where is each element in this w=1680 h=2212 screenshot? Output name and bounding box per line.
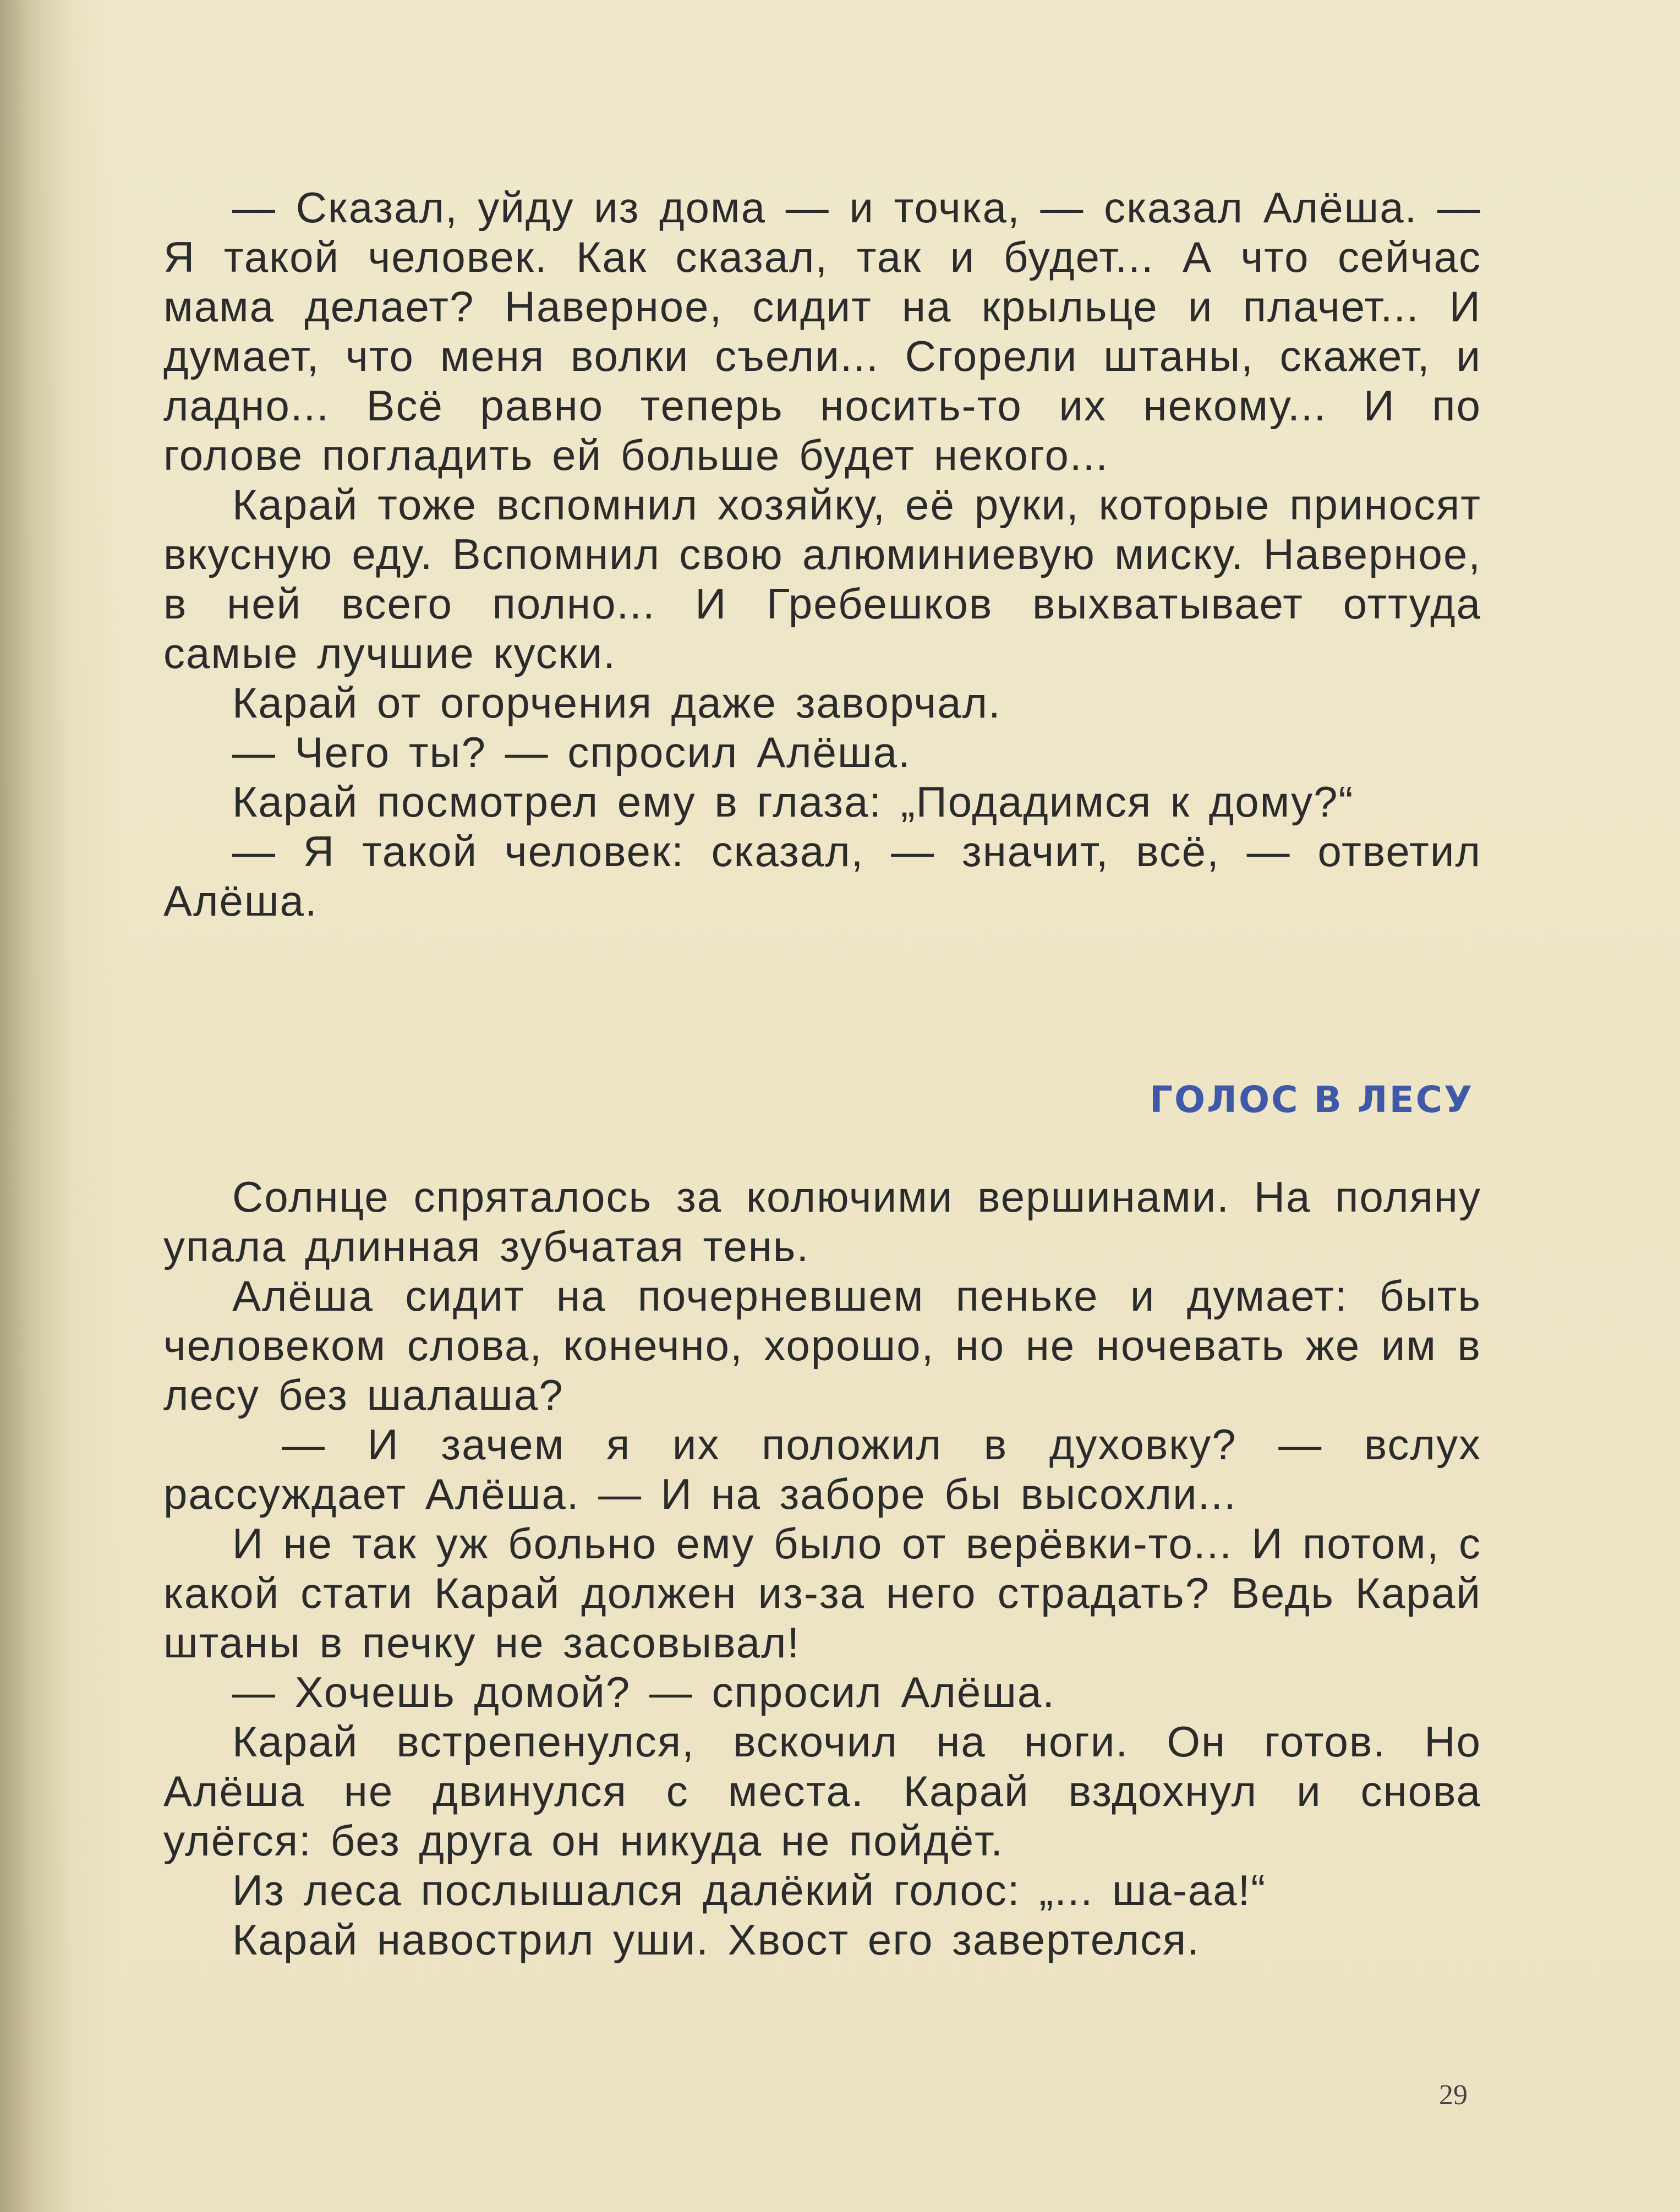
paragraph: Из леса послышался далёкий голос: „... ша-аа!“ [232,1866,1267,1914]
page-number: 29 [1439,2079,1468,2111]
paragraph: — И зачем я их положил в духовку? — вслух рассуждает Алёша. — И на заборе бы высохли... [163,1420,1481,1518]
paragraph: — Хочешь домой? — спросил Алёша. [232,1668,1055,1716]
paragraph: Карай тоже вспомнил хозяйку, её руки, которые приносят вкусную еду. Вспомнил свою алюминиевую миску. Наверное, в ней всего полно... И Гребешков выхватывает оттуда самые лучшие куски. [163,480,1481,677]
paragraph: Карай посмотрел ему в глаза: „Подадимся к дому?“ [232,778,1354,826]
text-block-after-heading [163,1172,1481,1964]
paragraph: И не так уж больно ему было от верёвки-то... И потом, с какой стати Карай должен из-за него страдать? Ведь Карай штаны в печку не засовывал! [163,1519,1481,1667]
text-block-before-heading [163,183,1481,926]
paragraph: Алёша сидит на почерневшем пеньке и думает: быть человеком слова, конечно, хорошо, но не ночевать же им в лесу без шалаша? [163,1272,1481,1419]
paragraph: — Я такой человек: сказал, — значит, всё, — ответил Алёша. [163,827,1481,925]
paragraph: Карай от огорчения даже заворчал. [232,678,1002,727]
paragraph: — Сказал, уйду из дома — и точка, — сказал Алёша. — Я такой человек. Как сказал, так и будет... А что сейчас мама делает? Наверное, сидит на крыльце и плачет... И думает, что меня волки съели... Сгорели штаны, скажет, и ладно... Всё равно теперь носить-то их некому... И по голове погладить ей больше будет некого... [163,183,1481,479]
paragraph: — Чего ты? — спросил Алёша. [232,728,911,776]
paragraph: Карай навострил уши. Хвост его завертелся. [232,1915,1200,1964]
paragraph: Карай встрепенулся, вскочил на ноги. Он готов. Но Алёша не двинулся с места. Карай вздохнул и снова улёгся: без друга он никуда не пойдёт. [163,1717,1481,1865]
section-heading: ГОЛОС В ЛЕСУ [1149,1078,1474,1121]
paragraph: Солнце спряталось за колючими вершинами. На поляну упала длинная зубчатая тень. [163,1173,1481,1271]
